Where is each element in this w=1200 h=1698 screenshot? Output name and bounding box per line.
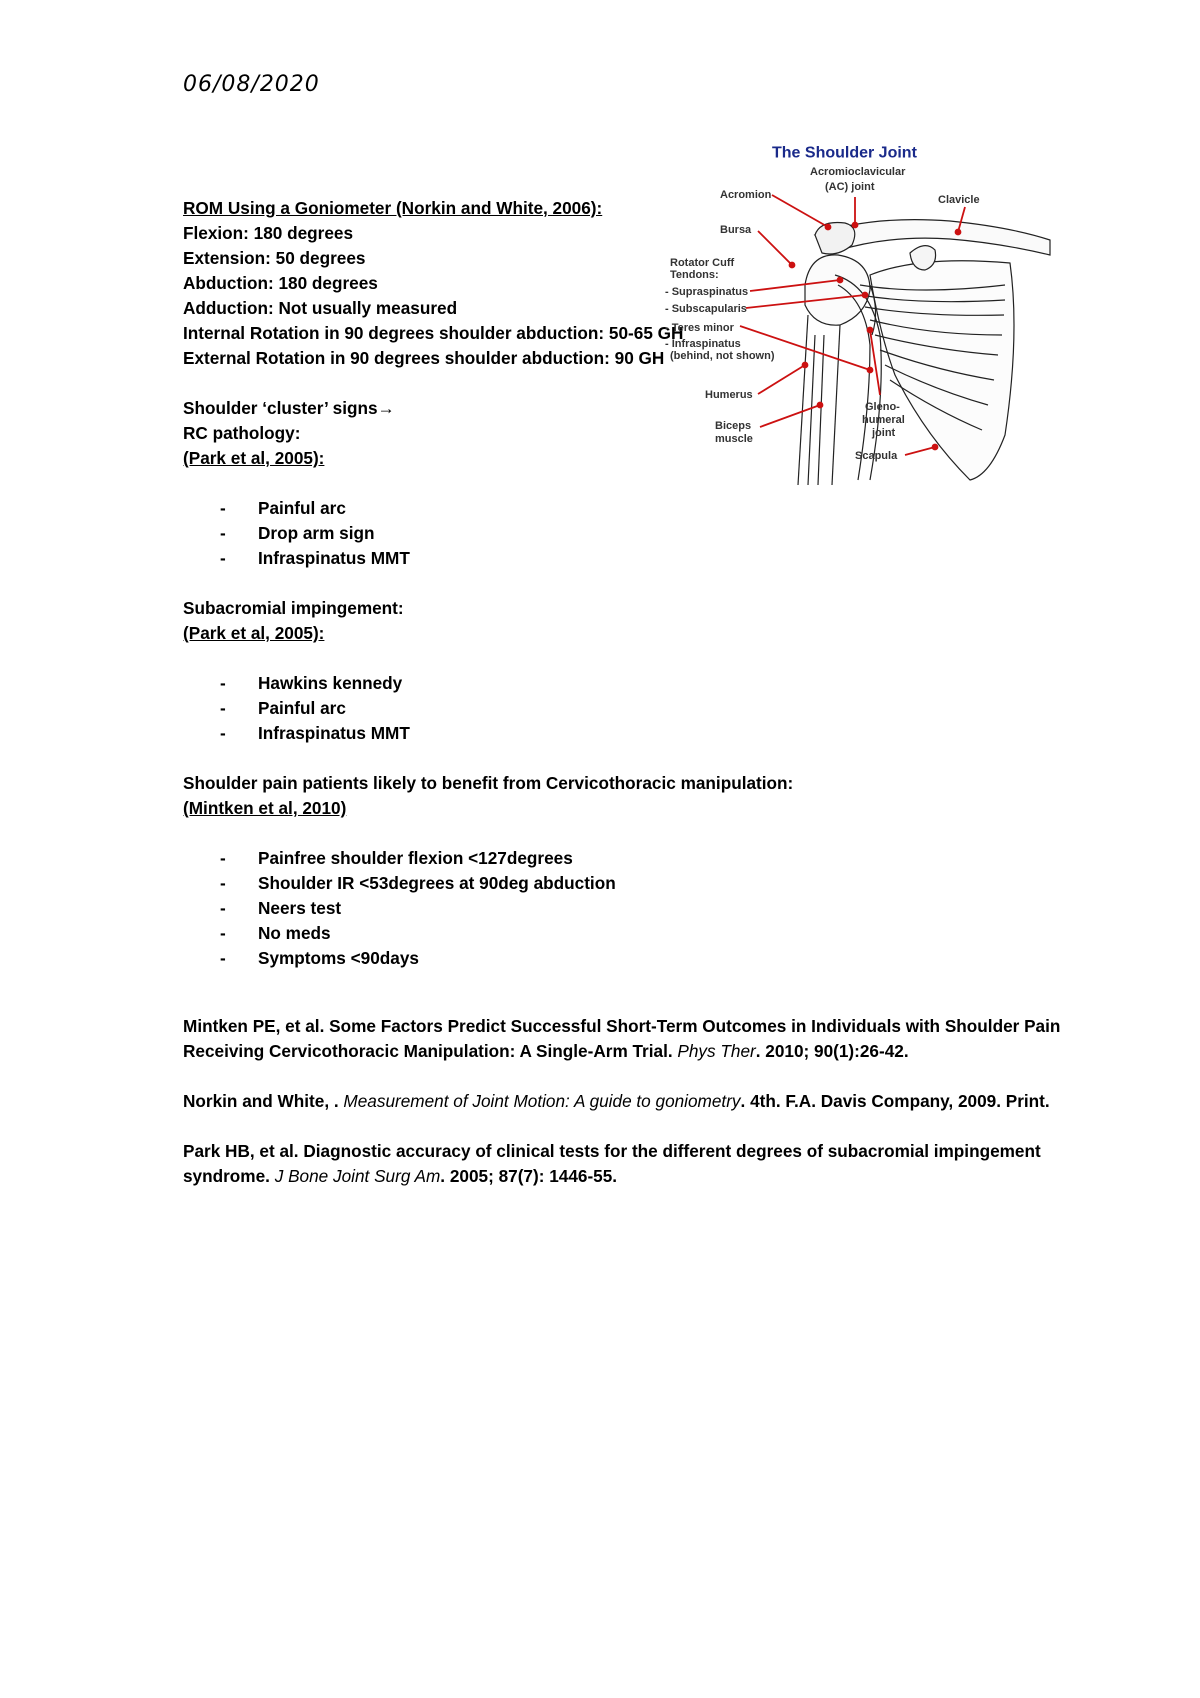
label-glenohumeral: Gleno- — [865, 400, 900, 413]
references — [183, 1014, 1063, 1214]
label-humerus: Humerus — [705, 388, 753, 401]
cluster-heading: Shoulder ‘cluster’ signs→ — [183, 398, 395, 418]
rom-line: Extension: 50 degrees — [183, 248, 366, 268]
label-ac-joint: (AC) joint — [825, 180, 875, 193]
list-item: - Symptoms <90days — [220, 948, 419, 968]
list-item: - Painfree shoulder flexion <127degrees — [220, 848, 573, 868]
label-rotator-cuff: Tendons: — [670, 268, 719, 281]
reference-mintken: Mintken PE, et al. Some Factors Predict Successful Short-Term Outcomes in Individuals with Shoulder Pain Receiving Cervicothoracic Manipulation: A Single-Arm Trial. Phys Ther. 2010; 90(1):26-42. — [183, 1016, 1061, 1061]
label-bursa: Bursa — [720, 223, 752, 236]
impingement-heading: Subacromial impingement: — [183, 598, 404, 618]
label-teres-minor: - Teres minor — [665, 321, 734, 334]
manipulation-heading: Shoulder pain patients likely to benefit from Cervicothoracic manipulation: — [183, 773, 794, 793]
list-item: - Drop arm sign — [220, 523, 375, 543]
list-item: - Painful arc — [220, 498, 346, 518]
label-infraspinatus: (behind, not shown) — [670, 349, 775, 362]
label-glenohumeral: joint — [872, 426, 896, 439]
diagram-title: The Shoulder Joint — [772, 144, 917, 162]
reference-park: Park HB, et al. Diagnostic accuracy of clinical tests for the different degrees of subacromial impingement syndrome. J Bone Joint Surg Am. 2005; 87(7): 1446-55. — [183, 1141, 1041, 1186]
rom-line: Abduction: 180 degrees — [183, 273, 378, 293]
label-acromion: Acromion — [720, 188, 772, 201]
rom-line: Adduction: Not usually measured — [183, 298, 458, 318]
label-rotator-cuff: Rotator Cuff — [670, 256, 735, 269]
cluster-subheading: RC pathology: — [183, 423, 301, 443]
label-biceps: muscle — [715, 432, 753, 445]
anatomy-drawing — [798, 220, 1050, 485]
rom-line: Internal Rotation in 90 degrees shoulder abduction: 50-65 GH — [183, 323, 684, 343]
list-item: - Infraspinatus MMT — [220, 548, 410, 568]
impingement-list — [183, 671, 1023, 746]
list-item: - Shoulder IR <53degrees at 90deg abduction — [220, 873, 616, 893]
rom-heading: ROM Using a Goniometer (Norkin and White, 2006): — [183, 198, 603, 218]
rom-line: External Rotation in 90 degrees shoulder abduction: 90 GH — [183, 348, 665, 368]
list-item: - Hawkins kennedy — [220, 673, 403, 693]
manipulation-citation: (Mintken et al, 2010) — [183, 798, 347, 818]
label-scapula: Scapula — [855, 449, 898, 462]
rom-line: Flexion: 180 degrees — [183, 223, 354, 243]
label-glenohumeral: humeral — [862, 413, 905, 426]
list-item: - No meds — [220, 923, 331, 943]
manipulation-list — [183, 846, 1023, 971]
reference-norkin: Norkin and White, . Measurement of Joint Motion: A guide to goniometry. 4th. F.A. Davis Company, 2009. Print. — [183, 1091, 1050, 1111]
list-item: - Infraspinatus MMT — [220, 723, 410, 743]
label-ac-joint: Acromioclavicular — [810, 165, 906, 178]
label-subscapularis: - Subscapularis — [665, 302, 747, 315]
impingement-citation: (Park et al, 2005): — [183, 623, 325, 643]
label-clavicle: Clavicle — [938, 193, 980, 206]
cluster-citation: (Park et al, 2005): — [183, 448, 325, 468]
label-supraspinatus: - Supraspinatus — [665, 285, 749, 298]
label-biceps: Biceps — [715, 419, 752, 432]
list-item: - Neers test — [220, 898, 342, 918]
label-infraspinatus: - Infraspinatus — [665, 337, 741, 350]
document-date: 06/08/2020 — [183, 72, 320, 97]
shoulder-joint-diagram — [665, 135, 1120, 535]
list-item: - Painful arc — [220, 698, 346, 718]
shoulder-illustration — [665, 135, 1120, 535]
